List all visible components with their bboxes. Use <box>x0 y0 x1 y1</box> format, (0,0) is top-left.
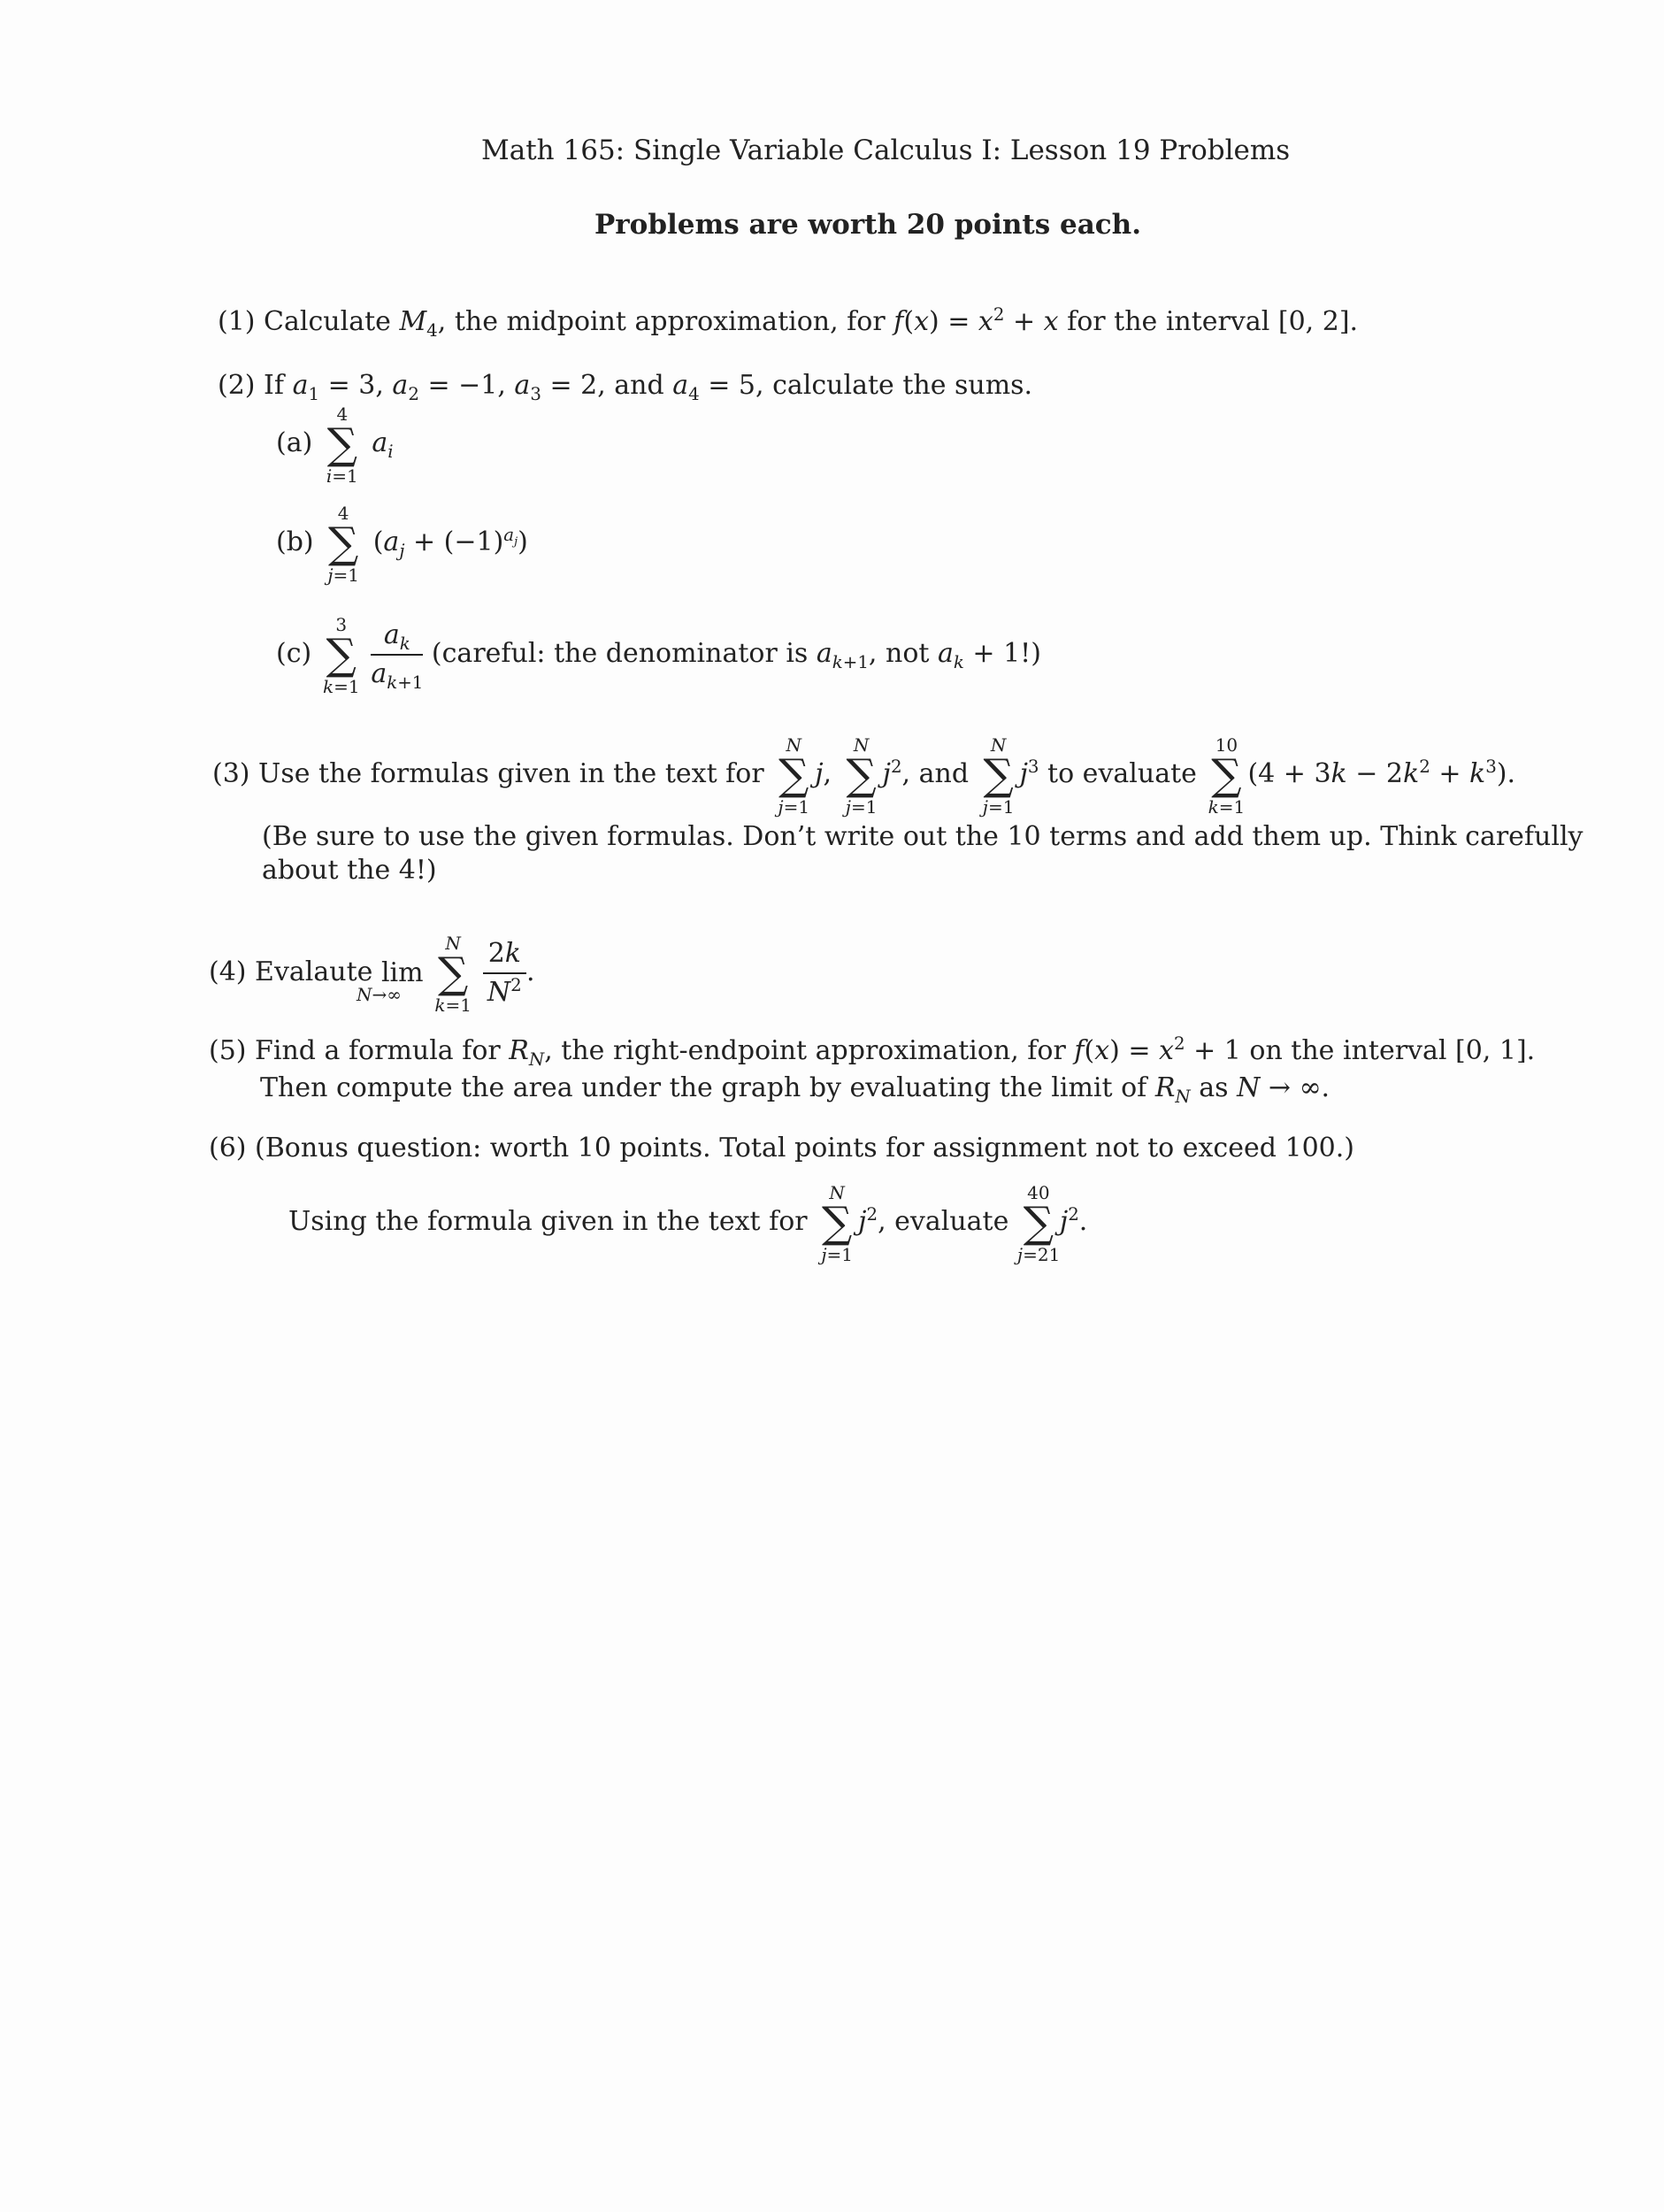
summation-symbol: 4 ∑ j=1 <box>327 503 360 586</box>
problem-text: Then compute the area under the graph by evaluating the limit of <box>260 1072 1147 1103</box>
summation-symbol: 40 ∑ j=21 <box>1016 1182 1061 1265</box>
problem-text: If <box>264 370 285 401</box>
summation-symbol: N ∑ j=1 <box>845 734 878 818</box>
problem-text: and <box>918 758 970 789</box>
problem-text: Find a formula for <box>255 1035 501 1066</box>
problem-text: , the midpoint approximation, for <box>437 306 886 337</box>
fraction: $\frac{a_k}{a_{k+1}}$ <box>371 619 424 693</box>
problem-text: to evaluate <box>1047 758 1197 789</box>
problem-text: (careful: the denominator is <box>431 638 809 669</box>
part-label: (a) <box>276 427 313 458</box>
fraction: $\frac{2k}{N^2}$ <box>483 938 526 1009</box>
summation-symbol: N ∑ j=1 <box>821 1182 853 1265</box>
problem-1: (1) Calculate $M_4$, the midpoint approximation, for $f(x) = x^2 + x$ for the interval [0, 2]. <box>218 304 1359 341</box>
summation-symbol: N ∑ j=1 <box>982 734 1015 818</box>
problem-text: Calculate <box>264 306 391 337</box>
problem-text: for the interval <box>1067 306 1270 337</box>
summation-symbol: 4 ∑ i=1 <box>326 403 358 487</box>
problem-text: Use the formulas given in the text for <box>258 758 764 789</box>
problem-2b: (b) 4 ∑ j=1 $(a_j + (-1)^{a_j})$ <box>276 503 528 586</box>
summation-symbol: 3 ∑ k=1 <box>322 614 360 697</box>
part-label: (b) <box>276 526 314 557</box>
problem-number: (1) <box>218 306 256 337</box>
summation-symbol: N ∑ j=1 <box>778 734 810 818</box>
problem-text: Using the formula given in the text for <box>288 1206 808 1237</box>
page-title: Math 165: Single Variable Calculus I: Lesson 19 Problems <box>481 134 1291 166</box>
problem-3-note: (Be sure to use the given formulas. Don’t write out the 10 terms and add them up. Think carefully <box>262 821 1583 852</box>
problem-text: (Bonus question: worth 10 points. Total points for assignment not to exceed 100.) <box>255 1133 1354 1164</box>
problem-text: Evalaute <box>255 956 373 987</box>
problem-text: !) <box>1020 638 1041 669</box>
problem-text: on the interval <box>1249 1035 1447 1066</box>
page-subtitle: Problems are worth 20 points each. <box>594 209 1142 241</box>
problem-6 <box>209 1133 1354 1164</box>
summation-symbol: 10 ∑ k=1 <box>1208 734 1246 818</box>
summation-symbol: N ∑ k=1 <box>434 933 472 1016</box>
problem-text: , calculate the sums. <box>755 370 1033 401</box>
problem-2c: (c) 3 ∑ k=1 $\frac{a_k}{a_{k+1}}$ (careful: the denominator is $a_{k+1}$, not $a_k + 1$!) <box>276 614 1041 697</box>
problem-text: , evaluate <box>878 1206 1009 1237</box>
problem-text: , not <box>868 638 930 669</box>
problem-3-note-2: about the 4!) <box>262 855 437 886</box>
problem-text: as <box>1199 1072 1229 1103</box>
problem-5: (5) Find a formula for $R_N$, the right-endpoint approximation, for $f(x) = x^2 + 1$ on the interval [0, 1]. <box>209 1033 1536 1070</box>
limit-symbol: lim N→∞ <box>356 957 424 1005</box>
problem-number: (2) <box>218 370 256 401</box>
problem-6-line-2: Using the formula given in the text for N ∑ j=1 $j^2$, evaluate 40 ∑ j=21 $j^2$. <box>288 1182 1088 1265</box>
part-label: (c) <box>276 638 312 669</box>
problem-3: (3) Use the formulas given in the text for N ∑ j=1 j, N ∑ j=1 $j^2$, and N ∑ j=1 $j^3$ to evaluate 10 ∑ k=1 $(4 + 3k - 2k^2 + k^3)$. <box>212 734 1516 818</box>
problem-4: (4) Evalaute lim N→∞ N ∑ k=1 $\frac{2k}{N^2}$ . <box>209 933 535 1016</box>
problem-number: (6) <box>209 1133 247 1164</box>
problem-5-line-2: Then compute the area under the graph by evaluating the limit of $R_N$ as N → ∞. <box>260 1072 1330 1107</box>
problem-number: (4) <box>209 956 247 987</box>
problem-number: (5) <box>209 1035 247 1066</box>
problem-2: (2) If $a_1 = 3$, $a_2 = -1$, $a_3 = 2$, and $a_4 = 5$, calculate the sums. <box>218 370 1033 404</box>
problem-text: , the right-endpoint approximation, for <box>544 1035 1066 1066</box>
problem-number: (3) <box>212 758 250 789</box>
problem-2a: (a) 4 ∑ i=1 $a_i$ <box>276 403 394 487</box>
